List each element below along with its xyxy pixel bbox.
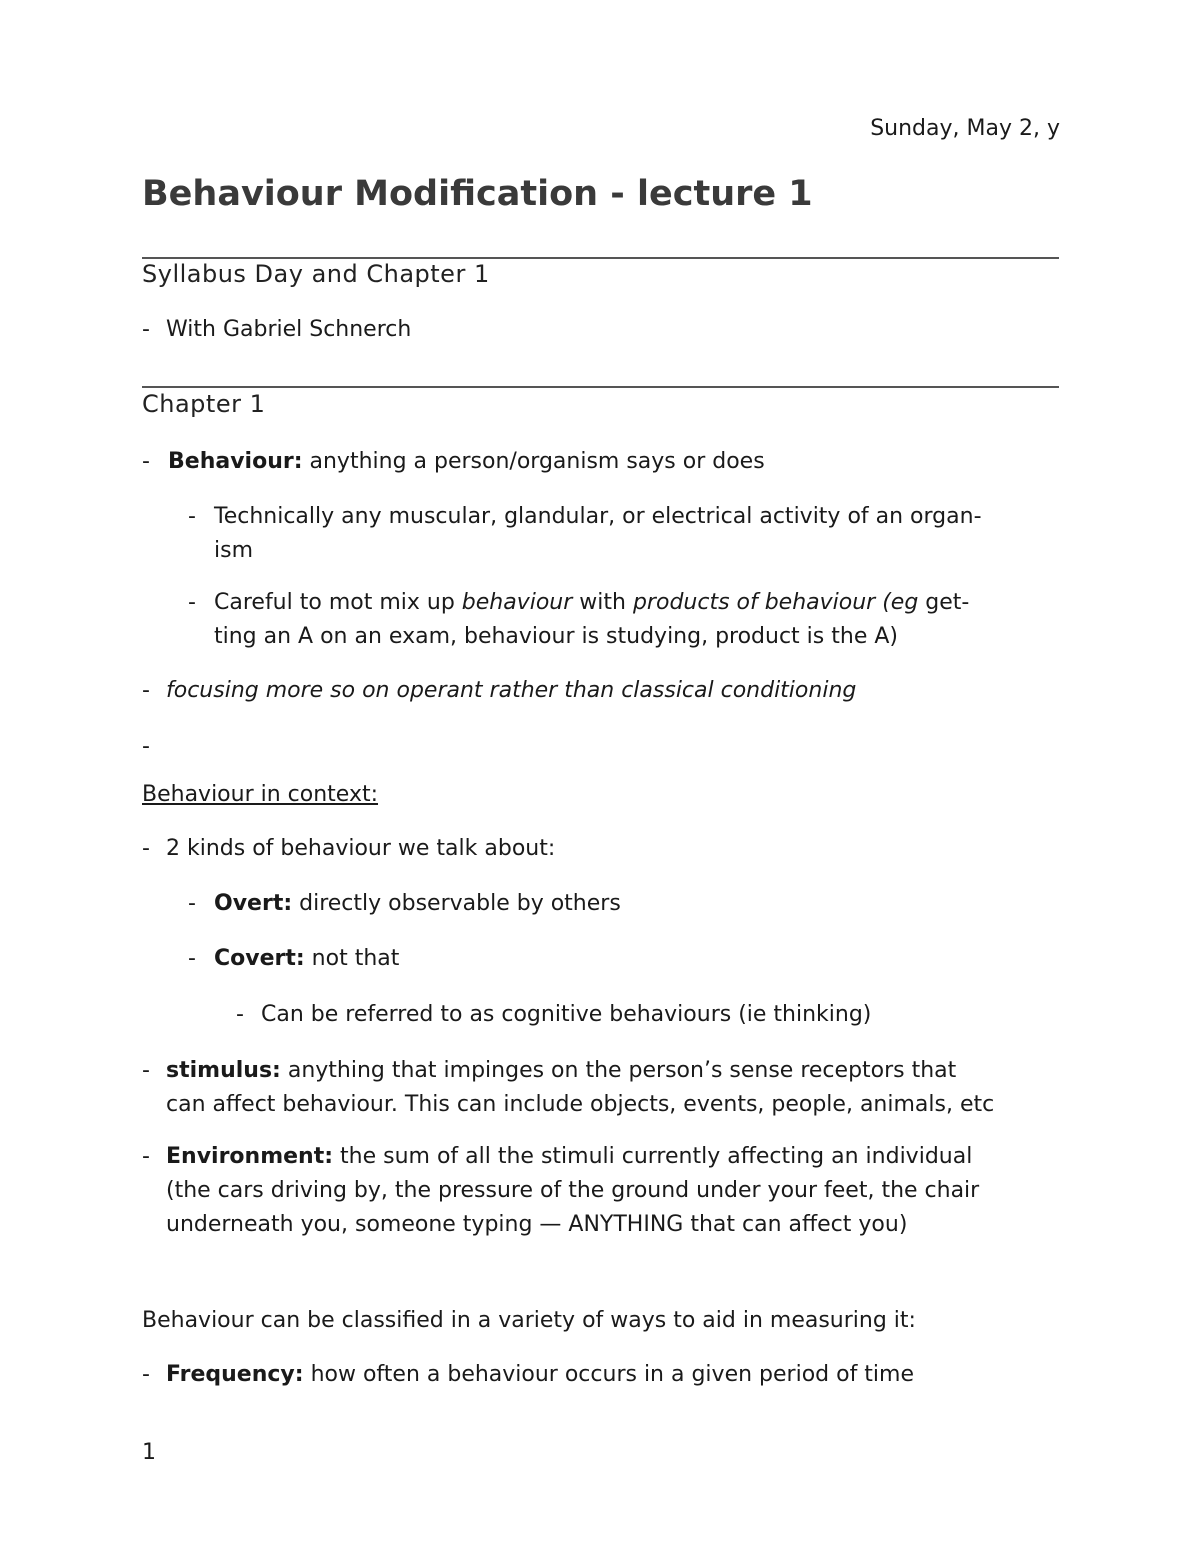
sub-item-technically-line2: ism xyxy=(214,538,254,563)
term-overt: Overt: xyxy=(214,891,293,916)
bullet-dash-empty: - xyxy=(142,734,150,759)
sub-item-overt xyxy=(214,887,621,921)
sub-item-careful-line2: ting an A on an exam, behaviour is studying, product is the A) xyxy=(214,624,898,649)
sub-sub-item-cognitive: Can be referred to as cognitive behaviours (ie thinking) xyxy=(261,1002,872,1027)
list-item-environment-line1 xyxy=(166,1140,972,1174)
page-number: 1 xyxy=(142,1440,156,1465)
bullet-dash: - xyxy=(142,449,150,474)
list-item-kinds: 2 kinds of behaviour we talk about: xyxy=(166,836,556,861)
term-environment: Environment: xyxy=(166,1144,334,1169)
document-title: Behaviour Modification - lecture 1 xyxy=(142,174,813,214)
definition-frequency: how often a behaviour occurs in a given period of time xyxy=(303,1362,915,1387)
sub-item-careful-line1 xyxy=(214,586,969,620)
bullet-dash: - xyxy=(142,317,150,342)
header-date: Sunday, May 2, y xyxy=(870,116,1060,141)
bullet-dash: - xyxy=(188,891,196,916)
list-item-environment-line3: underneath you, someone typing — ANYTHING that can affect you) xyxy=(166,1212,908,1237)
section-divider xyxy=(142,386,1059,388)
term-covert: Covert: xyxy=(214,946,305,971)
bullet-dash: - xyxy=(188,504,196,529)
subheading-behaviour-in-context: Behaviour in context: xyxy=(142,782,379,807)
definition-environment: the sum of all the stimuli currently affecting an individual xyxy=(333,1144,973,1169)
definition-behaviour: anything a person/organism says or does xyxy=(302,449,765,474)
bullet-dash: - xyxy=(236,1002,244,1027)
bullet-dash: - xyxy=(142,1144,150,1169)
list-item-stimulus-line1 xyxy=(166,1054,956,1088)
list-item-focus: focusing more so on operant rather than classical conditioning xyxy=(166,678,857,703)
definition-overt: directly observable by others xyxy=(292,891,621,916)
definition-stimulus: anything that impinges on the person’s sense receptors that xyxy=(280,1058,957,1083)
bullet-dash: - xyxy=(142,678,150,703)
section-heading-chapter: Chapter 1 xyxy=(142,390,266,418)
bullet-dash: - xyxy=(188,590,196,615)
list-item-behaviour xyxy=(168,445,765,479)
section-heading-syllabus: Syllabus Day and Chapter 1 xyxy=(142,260,490,288)
instructor-line: With Gabriel Schnerch xyxy=(166,317,412,342)
paragraph-classification: Behaviour can be classified in a variety of ways to aid in measuring it: xyxy=(142,1308,916,1333)
text-run-italic: behaviour xyxy=(461,590,573,615)
sub-item-covert xyxy=(214,942,399,976)
bullet-dash: - xyxy=(142,1362,150,1387)
term-frequency: Frequency: xyxy=(166,1362,304,1387)
sub-item-technically-line1: Technically any muscular, glandular, or electrical activity of an organ- xyxy=(214,504,982,529)
definition-covert: not that xyxy=(304,946,400,971)
term-behaviour: Behaviour: xyxy=(168,449,303,474)
bullet-dash: - xyxy=(188,946,196,971)
term-stimulus: stimulus: xyxy=(166,1058,281,1083)
list-item-environment-line2: (the cars driving by, the pressure of the ground under your feet, the chair xyxy=(166,1178,980,1203)
bullet-dash: - xyxy=(142,1058,150,1083)
list-item-stimulus-line2: can affect behaviour. This can include objects, events, people, animals, etc xyxy=(166,1092,995,1117)
text-run: get- xyxy=(918,590,970,615)
text-run: Careful to mot mix up xyxy=(214,590,462,615)
section-divider xyxy=(142,257,1059,259)
bullet-dash: - xyxy=(142,836,150,861)
text-run: with xyxy=(572,590,633,615)
text-run-italic: products of behaviour (eg xyxy=(632,590,919,615)
list-item-frequency xyxy=(166,1358,914,1392)
